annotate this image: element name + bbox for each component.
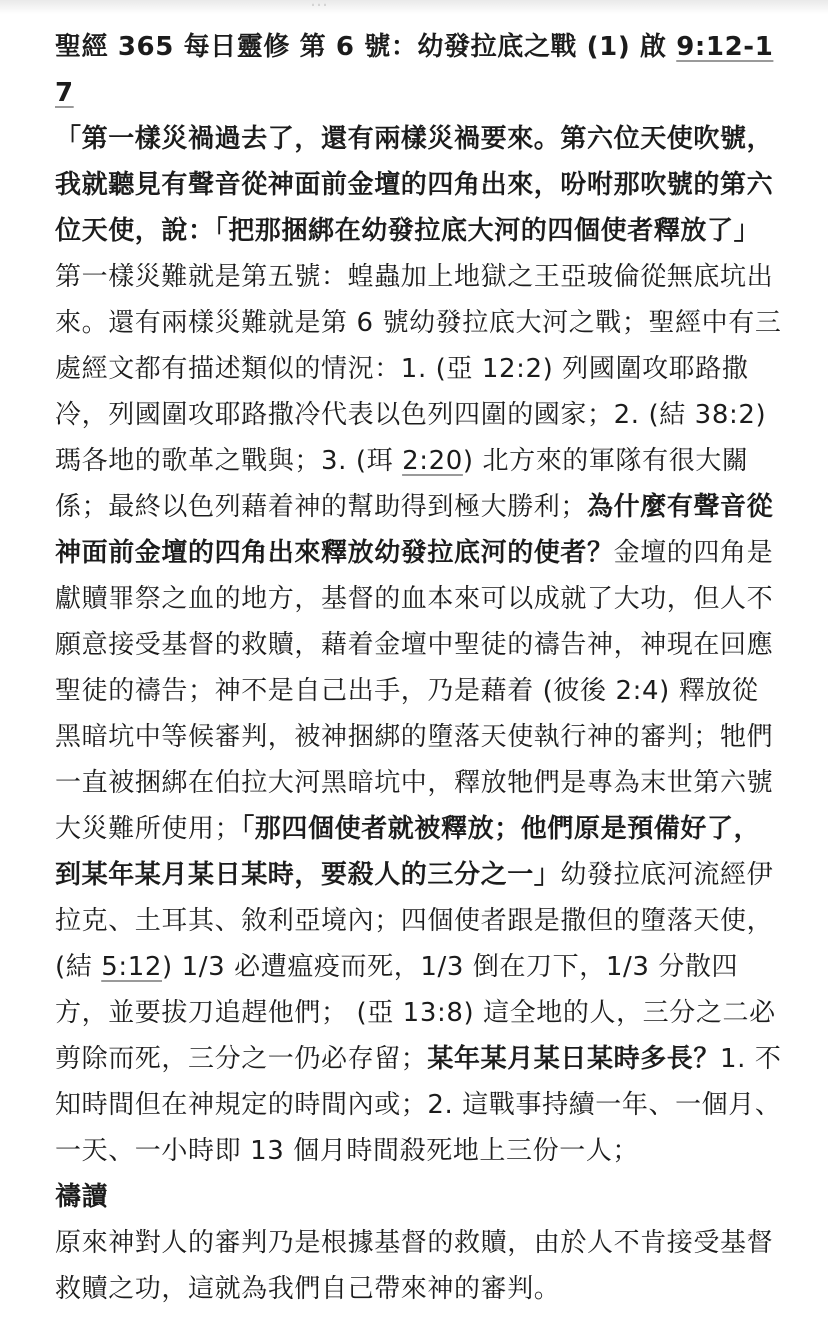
title-text: 聖經 365 每日靈修 第 6 號：幼發拉底之戰 (1) 啟 (55, 32, 677, 62)
body-text-6: 1. 不知時間但在神規定的時間內或；2. 這戰事持續一年、一個月、一天、一小時即 13 個月時間殺死地上三份一人； (55, 1044, 782, 1166)
title-scripture-link[interactable]: 9:12-17 (55, 32, 774, 108)
question-1: 為什麼有聲音從神面前金壇的四角出來釋放幼發拉底河的使者？ (55, 492, 774, 568)
prayer-text: 原來神對人的審判乃是根據基督的救贖，由於人不肯接受基督救贖之功，這就為我們自己帶來神的審判。 (55, 1228, 774, 1304)
prayer-heading: 禱讀 (55, 1182, 109, 1212)
question-2: 某年某月某日某時多長？ (427, 1044, 721, 1074)
body-text-1: 第一樣災難就是第五號：蝗蟲加上地獄之王亞玻倫從無底坑出來。還有兩樣災難就是第 6 號幼發拉底大河之戰；聖經中有三處經文都有描述類似的情況：1. (亞 12:2) 列國圍攻耶路撒冷，列國圍攻耶路撒冷代表以色列四圍的國家；2. (結 38:2) 瑪各地的歌革之戰與；3. (珥 (55, 262, 782, 476)
body-text-5: ) 1/3 必遭瘟疫而死，1/3 倒在刀下，1/3 分散四方，並要拔刀追趕他們； (亞 13:8) 這全地的人，三分之二必剪除而死，三分之一仍必存留； (55, 952, 776, 1074)
devotional-document (55, 24, 785, 1312)
devotional-body (55, 116, 785, 1174)
top-fade (0, 0, 828, 14)
top-hint-text: … (310, 0, 330, 11)
devotional-title (55, 24, 785, 116)
scripture-link-ezekiel[interactable]: 5:12 (101, 952, 163, 982)
body-text-4: 幼發拉底河流經伊拉克、土耳其、敘利亞境內；四個使者跟是撒但的墮落天使， (結 (55, 860, 774, 982)
scripture-link-joel[interactable]: 2:20 (402, 446, 463, 476)
scripture-quote-2: 「那四個使者就被釋放；他們原是預備好了，到某年某月某日某時，要殺人的三分之一」 (55, 814, 761, 890)
body-text-3: 金壇的四角是獻贖罪祭之血的地方，基督的血本來可以成就了大功，但人不願意接受基督的救贖，藉着金壇中聖徒的禱告神，神現在回應聖徒的禱告；神不是自己出手，乃是藉着 (彼後 2:4) 釋放從黑暗坑中等候審判，被神捆綁的墮落天使執行神的審判；牠們一直被捆綁在伯拉大河黑暗坑中，釋放牠們是專為末世第六號大災難所使用； (55, 538, 774, 844)
body-text-2: ) 北方來的軍隊有很大關係；最終以色列藉着神的幫助得到極大勝利； (55, 446, 749, 522)
scripture-quote-1: 「第一樣災禍過去了，還有兩樣災禍要來。第六位天使吹號，我就聽見有聲音從神面前金壇的四角出來，吩咐那吹號的第六位天使，說：「把那捆綁在幼發拉底大河的四個使者釋放了」 (55, 124, 774, 246)
